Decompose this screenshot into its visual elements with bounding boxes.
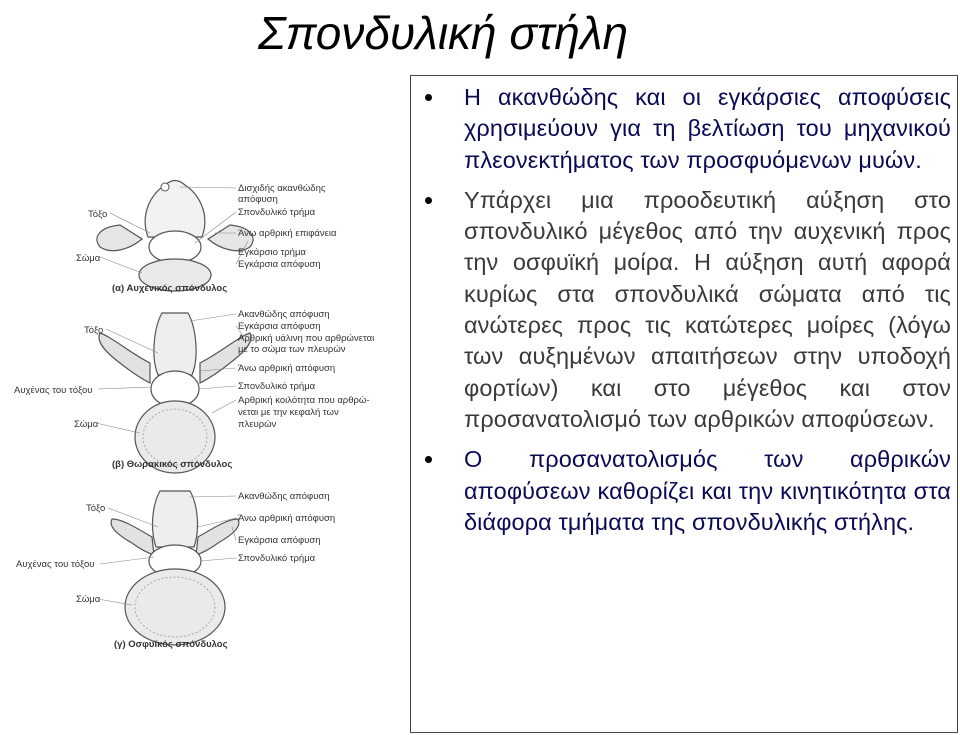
label-body-a: Σώμα <box>76 253 101 264</box>
bullet-dot-icon <box>425 197 432 204</box>
label-a-3: Σπονδυλικό τρήμα <box>238 207 316 218</box>
caption-b: (β) Θωρακικός σπόνδυλος <box>112 459 233 470</box>
label-b-3: Αρθρική υάλινη που αρθρώνεται <box>238 333 375 344</box>
label-a-2: απόφυση <box>238 194 278 205</box>
label-arch-b: Τόξο <box>84 325 104 336</box>
label-a-1: Δισχιδής ακανθώδης <box>238 183 326 194</box>
label-b-5: Άνω αρθρική απόφυση <box>238 363 336 374</box>
bullet-item <box>411 444 951 538</box>
label-arch-c: Τόξο <box>86 503 106 514</box>
slide-title: Σπονδυλική στήλη <box>258 7 629 59</box>
label-c-3: Εγκάρσια απόφυση <box>238 535 321 546</box>
vertebrae-illustration <box>0 175 415 735</box>
bullet-text: Ο προσανατολισμός των αρθρικών αποφύσεων καθορίζει και την κινητικότητα στα διάφορα τμήματα της σπονδυλικής στήλης. <box>464 446 951 535</box>
label-c-2: Άνω αρθρική απόφυση <box>238 513 336 524</box>
lumbar-vertebra-drawing <box>111 491 239 645</box>
label-b-2: Εγκάρσια απόφυση <box>238 321 321 332</box>
bullet-text: Υπάρχει μια προοδευτική αύξηση στο σπονδυλικό μέγεθος από την αυχενική προς την οσφυϊκή μοίρα. Η αύξηση αυτή αφορά κυρίως στα σπονδυλικά σώματα από τις ανώτερες προς τις κατώτερες μοίρες (λόγω των αυξημένων απαιτήσεων στην υποδοχή φορτίων) και στο μέγεθος και στον προσανατολισμό των αρθρικών αποφύσεων. <box>464 186 951 432</box>
bullet-text: Η ακανθώδης και οι εγκάρσιες αποφύσεις χρησιμεύουν για τη βελτίωση του μηχανικού πλεονεκτήματος των προσφυόμενων μυών. <box>464 84 951 173</box>
bullet-dot-icon <box>425 94 432 101</box>
label-arch-a: Τόξο <box>88 209 108 220</box>
bullet-item <box>411 185 951 435</box>
label-body-c: Σώμα <box>76 594 101 605</box>
label-b-1: Ακανθώδης απόφυση <box>238 309 330 320</box>
label-neck-b: Αυχένας του τόξου <box>14 385 93 396</box>
text-box <box>410 75 958 733</box>
bullet-dot-icon <box>425 456 432 463</box>
label-b-8: νεται με την κεφαλή των <box>238 407 339 418</box>
label-a-4: Άνω αρθρική επιφάνεια <box>238 228 337 239</box>
caption-a: (α) Αυχενικός σπόνδυλος <box>112 283 228 294</box>
label-a-6: Εγκάρσια απόφυση <box>238 259 321 270</box>
caption-c: (γ) Οσφυϊκός σπόνδυλος <box>114 639 228 650</box>
label-b-6: Σπονδυλικό τρήμα <box>238 381 316 392</box>
label-neck-c: Αυχένας του τόξου <box>16 559 95 570</box>
label-b-7: Αρθρική κοιλότητα που αρθρώ- <box>238 395 370 406</box>
thoracic-vertebra-drawing <box>99 313 251 473</box>
vertebrae-figure <box>0 175 415 735</box>
label-b-9: πλευρών <box>238 419 277 430</box>
bullet-list <box>411 76 957 538</box>
cervical-vertebra-drawing <box>97 181 253 292</box>
bullet-item <box>411 82 951 176</box>
label-c-4: Σπονδυλικό τρήμα <box>238 553 316 564</box>
label-b-4: με το σώμα των πλευρών <box>238 344 346 355</box>
label-body-b: Σώμα <box>74 419 99 430</box>
label-a-5: Εγκάρσιο τρήμα <box>238 247 306 258</box>
label-c-1: Ακανθώδης απόφυση <box>238 491 330 502</box>
